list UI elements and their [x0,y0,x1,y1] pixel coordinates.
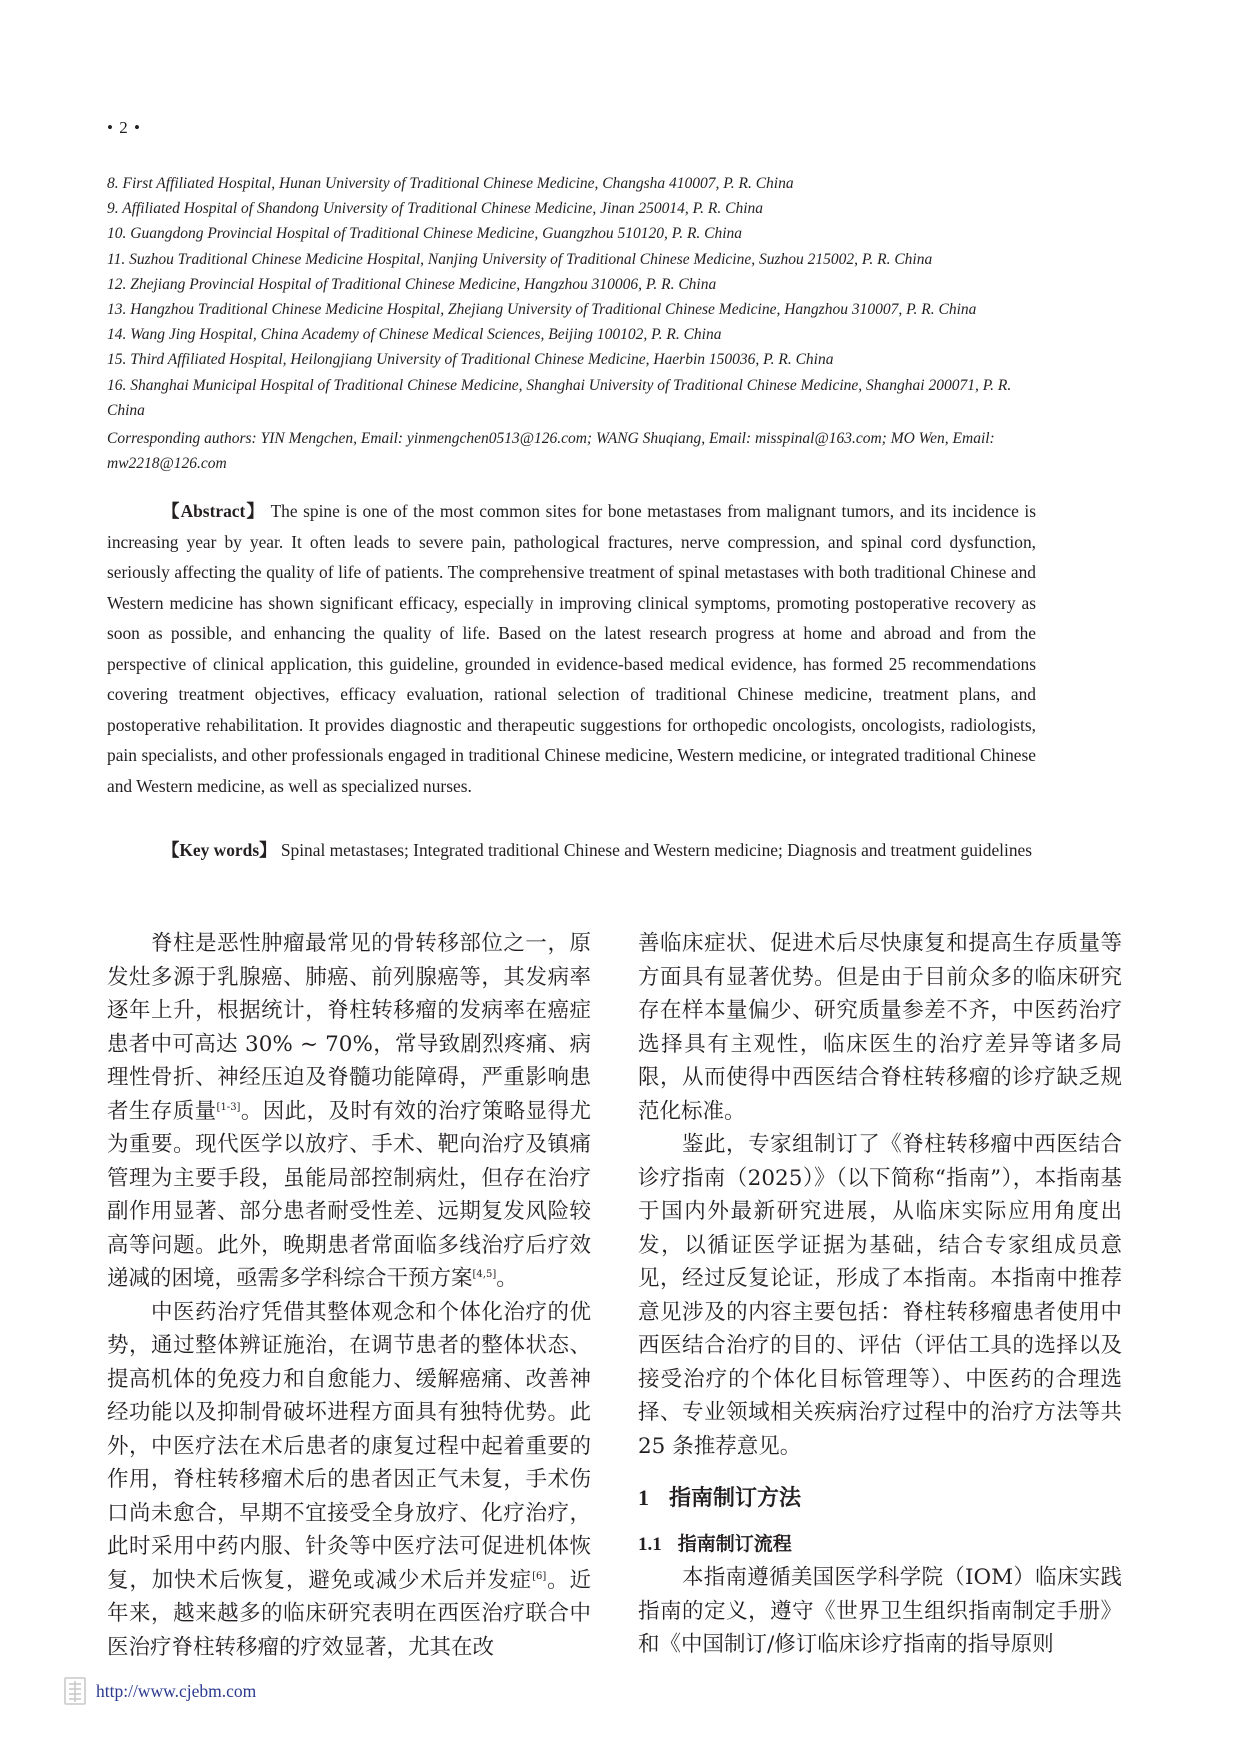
journal-url-link[interactable]: http://www.cjebm.com [96,1680,257,1701]
section-title: 指南制订方法 [669,1486,802,1511]
affiliation-line: 10. Guangdong Provincial Hospital of Traditional Chinese Medicine, Guangzhou 510120, P. R. China [107,225,743,243]
keywords-label: 【Key words】 [162,840,277,860]
citation[interactable]: [6] [532,1570,547,1582]
affiliation-line: 8. First Affiliated Hospital, Hunan University of Traditional Chinese Medicine, Changsha 410007, P. R. China [107,175,794,192]
abstract-text: The spine is one of the most common sites for bone metastases from malignant tumors, and its incidence is increasing year by year. It often leads to severe pain, pathological fractures, nerve compression, and spinal cord dysfunction, seriously affecting the quality of life of patients. The comprehensive treatment of spinal metastases with both traditional Chinese and Western medicine has shown significant efficacy, especially in improving clinical symptoms, promoting postoperative recovery as soon as possible, and enhancing the quality of life. Based on the latest research progress at home and abroad and from the perspective of clinical application, this guideline, grounded in evidence-based medical evidence, has formed 25 recommendations covering treatment objectives, efficacy evaluation, rational selection of traditional Chinese medicine, treatment plans, and postoperative rehabilitation. It provides diagnostic and therapeutic suggestions for orthopedic oncologists, oncologists, radiologists, pain specialists, and other professionals engaged in traditional Chinese medicine, Western medicine, or integrated traditional Chinese and Western medicine, as well as specialized nurses. [107,501,1036,796]
right-column [638,927,1122,1662]
subsection-title: 指南制订流程 [677,1533,792,1555]
keywords [107,835,1036,866]
paragraph-text: 脊柱是恶性肿瘤最常见的骨转移部位之一，原发灶多源于乳腺癌、肺癌、前列腺癌等，其发病率逐年上升，根据统计，脊柱转移瘤的发病率在癌症患者中可高达 30% ~ 70%，常导致剧烈疼痛、病理性骨折、神经压迫及脊髓功能障碍，严重影响患者生存质量 [107,931,591,1124]
paragraph: 本指南遵循美国医学科学院（IOM）临床实践指南的定义，遵守《世界卫生组织指南制定手册》和《中国制订/修订临床诊疗指南的指导原则 [638,1565,1122,1657]
journal-logo-icon [62,1676,88,1706]
affiliation-line: 14. Wang Jing Hospital, China Academy of Chinese Medical Sciences, Beijing 100102, P. R. China [107,326,722,344]
paragraph: 鉴此，专家组制订了《脊柱转移瘤中西医结合诊疗指南（2025）》（以下简称“指南”），本指南基于国内外最新研究进展，从临床实际应用角度出发，以循证医学证据为基础，结合专家组成员意见，经过反复论证，形成了本指南。本指南中推荐意见涉及的内容主要包括：脊柱转移瘤患者使用中西医结合治疗的目的、评估（评估工具的选择以及接受治疗的个体化目标管理等）、中医药的合理选择、专业领域相关疾病治疗过程中的治疗方法等共 25 条推荐意见。 [638,1132,1122,1459]
affiliation-line: 12. Zhejiang Provincial Hospital of Traditional Chinese Medicine, Hangzhou 310006, P. R. China [107,275,717,293]
affiliation-line: 15. Third Affiliated Hospital, Heilongjiang University of Traditional Chinese Medicine, Haerbin 150036, P. R. China [107,351,834,369]
affiliation-line: 11. Suzhou Traditional Chinese Medicine Hospital, Nanjing University of Traditional Chinese Medicine, Suzhou 215002, P. R. China [107,250,933,268]
left-column [107,927,591,1664]
corresponding-authors: Corresponding authors: YIN Mengchen, Email: yinmengchen0513@126.com; WANG Shuqiang, Email: misspinal@163.com; MO Wen, Email: mw2218@126.com [107,430,995,473]
affiliations [107,171,1037,476]
section-number: 1 [638,1485,649,1510]
paragraph-text: 。因此，及时有效的治疗策略显得尤为重要。现代医学以放疗、手术、靶向治疗及镇痛管理为主要手段，虽能局部控制病灶，但存在治疗副作用显著、部分患者耐受性差、远期复发风险较高等问题。此外，晚期患者常面临多线治疗后疗效递减的困境，亟需多学科综合干预方案 [107,1098,591,1291]
keywords-text: Spinal metastases; Integrated traditional Chinese and Western medicine; Diagnosis and treatment guidelines [280,840,1033,860]
abstract [107,496,1036,801]
paragraph-text: 。近年来，越来越多的临床研究表明在西医治疗联合中医治疗脊柱转移瘤的疗效显著，尤其在改 [107,1567,591,1660]
citation[interactable]: [4,5] [472,1269,497,1280]
section-heading [638,1483,1122,1514]
subsection-number: 1.1 [638,1534,662,1555]
paragraph: 善临床症状、促进术后尽快康复和提高生存质量等方面具有显著优势。但是由于目前众多的临床研究存在样本量偏少、研究质量参差不齐，中医药治疗选择具有主观性，临床医生的治疗差异等诸多局限，从而使得中西医结合脊柱转移瘤的诊疗缺乏规范化标准。 [638,931,1122,1124]
paragraph [107,927,591,1296]
paragraph [107,1296,591,1665]
footer [62,1676,256,1706]
subsection-heading [638,1528,1122,1561]
paragraph-text: 中医药治疗凭借其整体观念和个体化治疗的优势，通过整体辨证施治，在调节患者的整体状态、提高机体的免疫力和自愈能力、缓解癌痛、改善神经功能以及抑制骨破坏进程方面具有独特优势。此外，中医疗法在术后患者的康复过程中起着重要的作用，脊柱转移瘤术后的患者因正气未复，手术伤口尚未愈合，早期不宜接受全身放疗、化疗治疗，此时采用中药内服、针灸等中医疗法可促进机体恢复，加快术后恢复，避免或减少术后并发症 [107,1299,591,1593]
page-number: • 2 • [107,118,141,137]
affiliation-line: 16. Shanghai Municipal Hospital of Traditional Chinese Medicine, Shanghai University of Traditional Chinese Medicine, Shanghai 200071, P. R. China [107,376,1012,419]
affiliation-line: 13. Hangzhou Traditional Chinese Medicine Hospital, Zhejiang University of Traditional Chinese Medicine, Hangzhou 310007, P. R. China [107,301,977,319]
affiliation-line: 9. Affiliated Hospital of Shandong University of Traditional Chinese Medicine, Jinan 250014, P. R. China [107,200,763,218]
paragraph-text: 。 [496,1266,518,1291]
abstract-label: 【Abstract】 [162,501,266,521]
citation[interactable]: [1-3] [216,1101,241,1113]
